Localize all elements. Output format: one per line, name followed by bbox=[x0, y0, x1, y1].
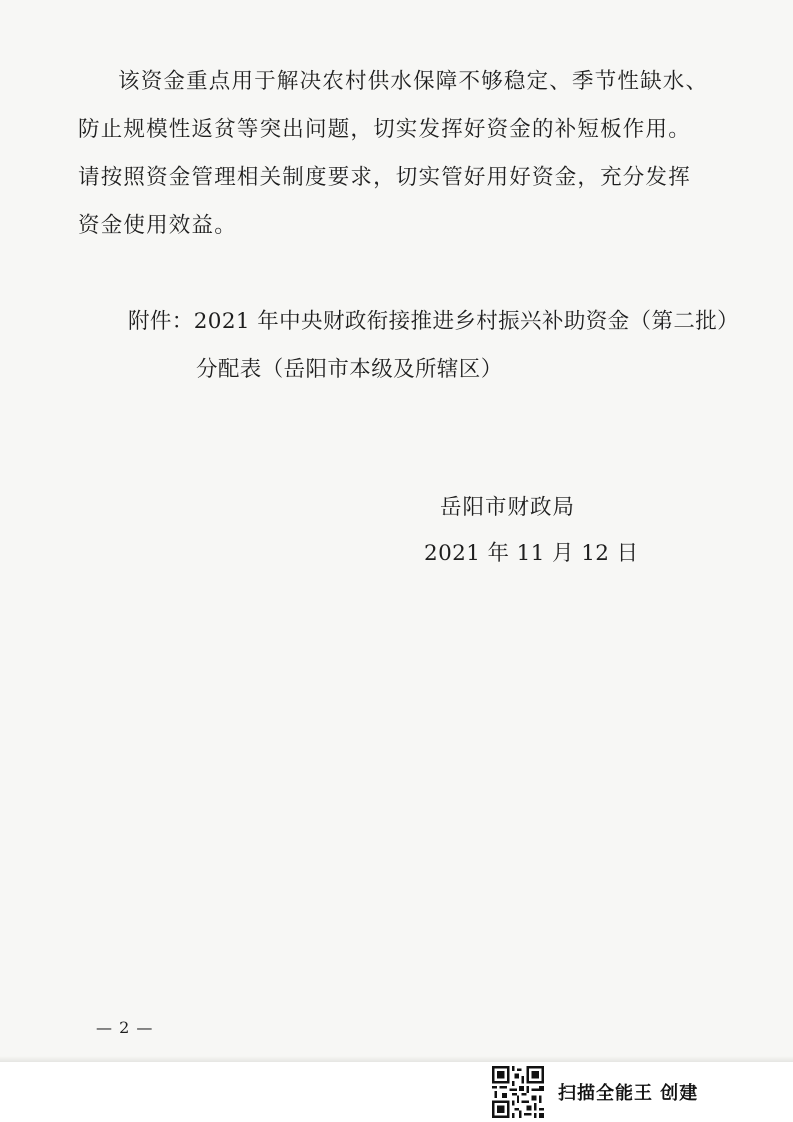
scanner-footer bbox=[492, 1062, 793, 1122]
signature-org: 岳阳市财政局 bbox=[440, 495, 576, 520]
body-line-3: 请按照资金管理相关制度要求，切实管好用好资金，充分发挥 bbox=[78, 165, 691, 190]
signature-date: 2021 年 11 月 12 日 bbox=[424, 541, 639, 566]
page-number: — 2 — bbox=[96, 1018, 154, 1037]
attachment-line-1: 附件：2021 年中央财政衔接推进乡村振兴补助资金（第二批） bbox=[128, 309, 740, 334]
attachment-line-2: 分配表（岳阳市本级及所辖区） bbox=[196, 357, 503, 382]
qr-code-icon bbox=[492, 1066, 544, 1118]
body-line-1: 该资金重点用于解决农村供水保障不够稳定、季节性缺水、 bbox=[118, 69, 709, 94]
body-line-4: 资金使用效益。 bbox=[78, 213, 237, 238]
scanner-credit-text: 扫描全能王 创建 bbox=[558, 1083, 699, 1104]
body-line-2: 防止规模性返贫等突出问题，切实发挥好资金的补短板作用。 bbox=[78, 117, 691, 142]
